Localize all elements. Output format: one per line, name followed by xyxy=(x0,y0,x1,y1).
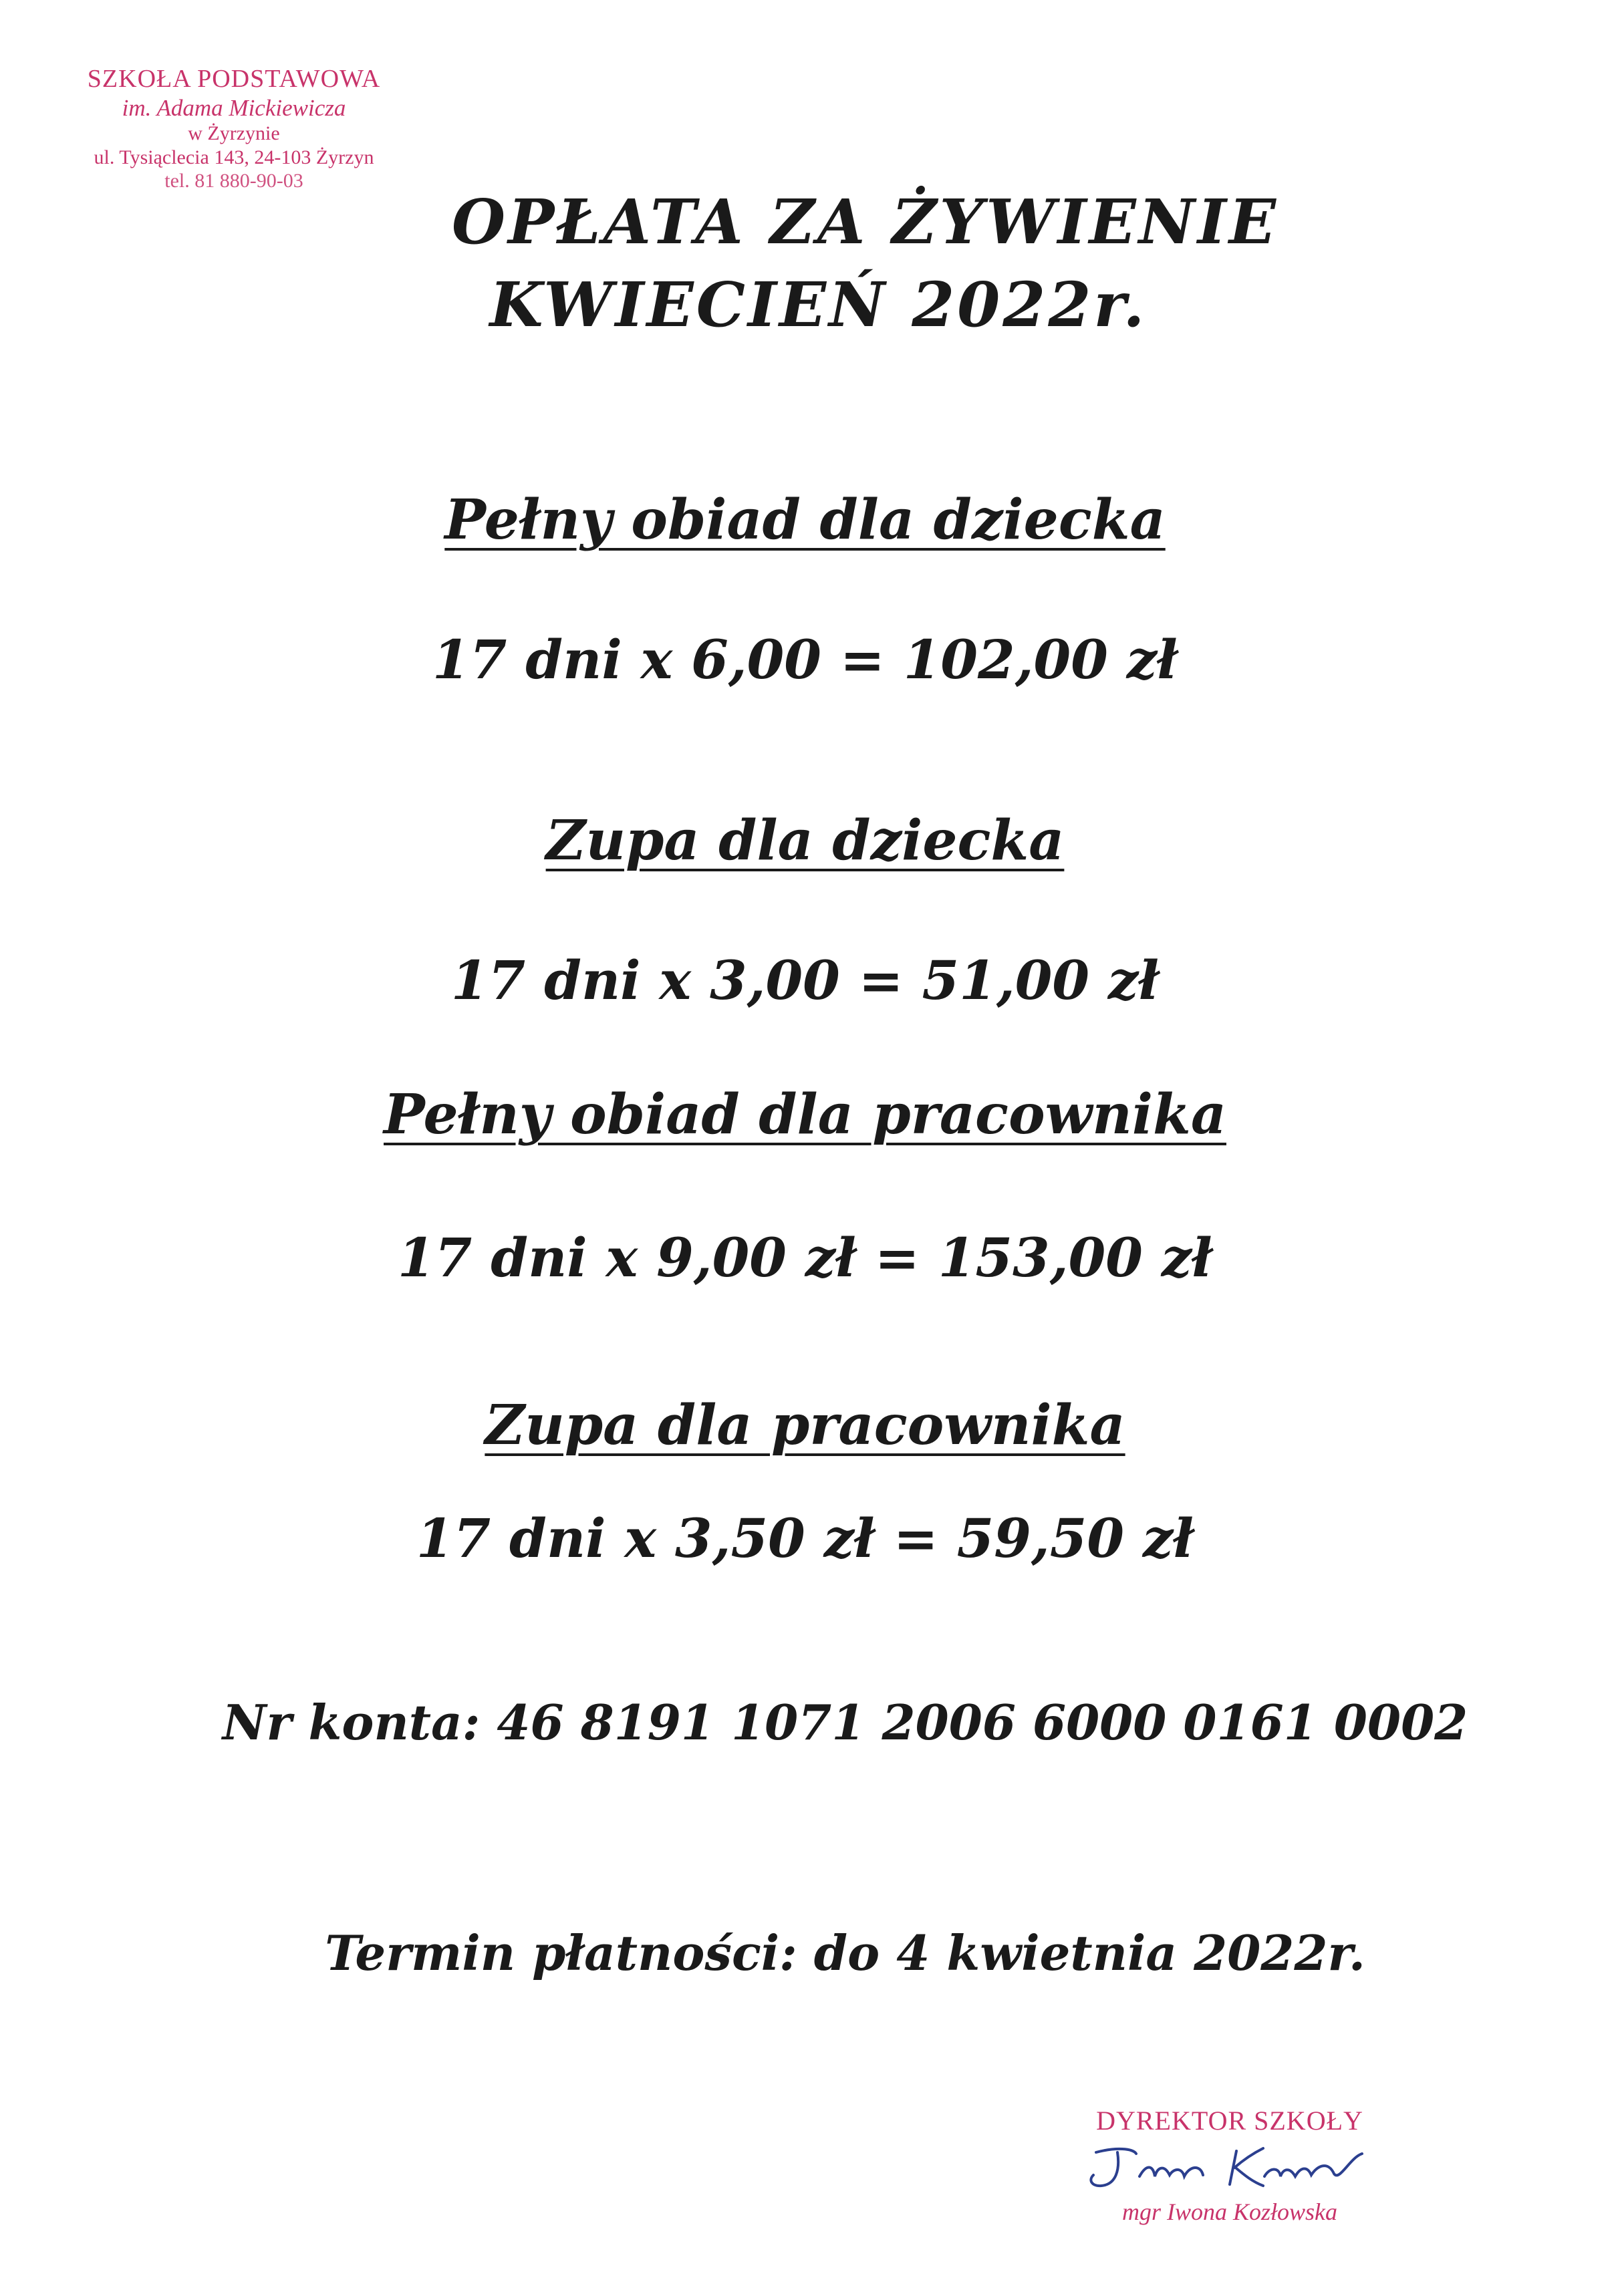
bank-account: Nr konta: 46 8191 1071 2006 6000 0161 0002 xyxy=(222,1694,1468,1751)
calculation-employee-full-meal: 17 dni x 9,00 zł = 153,00 zł xyxy=(398,1226,1212,1289)
calculation-child-full-meal: 17 dni x 6,00 = 102,00 zł xyxy=(432,628,1178,691)
school-name: SZKOŁA PODSTAWOWA xyxy=(87,65,381,93)
calculation-child-soup: 17 dni x 3,00 = 51,00 zł xyxy=(450,949,1160,1012)
section-heading-child-full-meal: Pełny obiad dla dziecka xyxy=(444,488,1166,552)
signature-stamp xyxy=(1043,2105,1417,2226)
school-phone: tel. 81 880-90-03 xyxy=(164,169,303,192)
payment-deadline: Termin płatności: do 4 kwietnia 2022r. xyxy=(325,1924,1365,1981)
calculation-employee-soup: 17 dni x 3,50 zł = 59,50 zł xyxy=(416,1507,1194,1570)
school-town: w Żyrzynie xyxy=(188,122,280,145)
section-heading-employee-full-meal: Pełny obiad dla pracownika xyxy=(384,1083,1226,1147)
section-heading-employee-soup: Zupa dla pracownika xyxy=(485,1393,1125,1457)
signature-name: mgr Iwona Kozłowska xyxy=(1121,2198,1338,2225)
school-patron: im. Adama Mickiewicza xyxy=(122,94,346,121)
school-address: ul. Tysiąclecia 143, 24-103 Żyrzyn xyxy=(94,146,374,168)
handwritten-signature xyxy=(1069,2138,1390,2198)
section-heading-child-soup: Zupa dla dziecka xyxy=(545,809,1065,873)
signature-title: DYREKTOR SZKOŁY xyxy=(1096,2106,1363,2136)
document-title: OPŁATA ZA ŻYWIENIE xyxy=(452,186,1279,258)
document-month: KWIECIEŃ 2022r. xyxy=(489,269,1148,341)
school-stamp xyxy=(47,64,421,192)
